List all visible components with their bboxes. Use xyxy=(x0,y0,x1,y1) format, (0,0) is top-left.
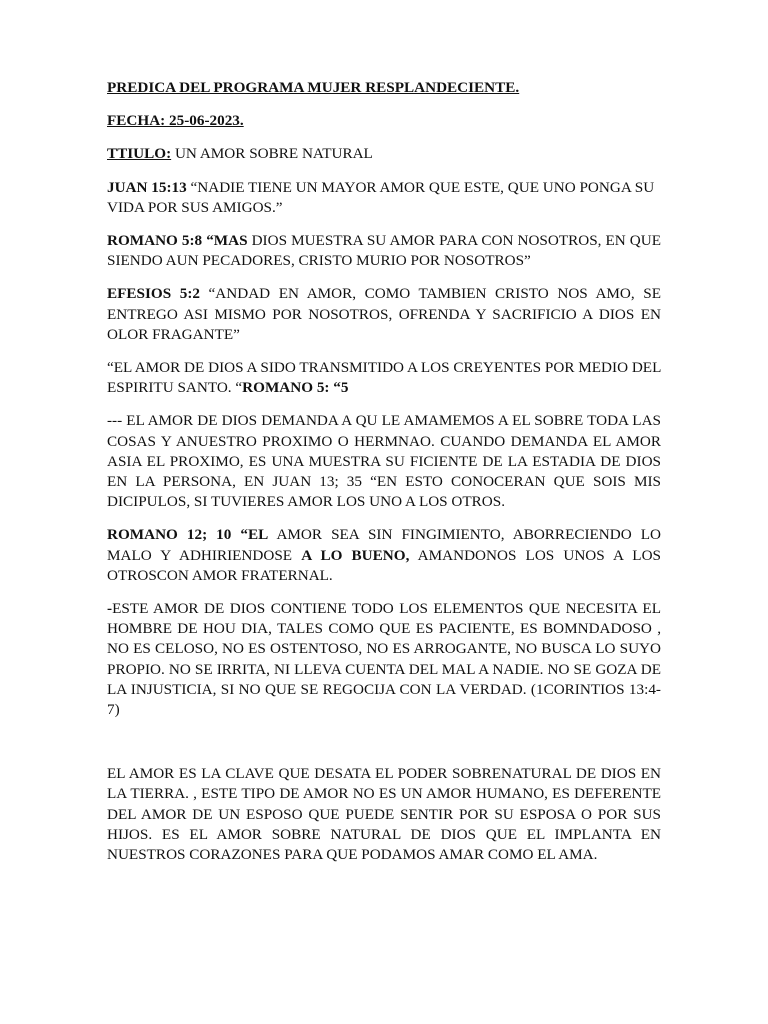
verse-text: “NADIE TIENE UN MAYOR AMOR QUE ESTE, QUE UNO PONGA SU VIDA POR SUS AMIGOS.” xyxy=(107,178,655,216)
document-title-line xyxy=(107,78,661,98)
paragraph-espiritu-santo xyxy=(107,358,661,398)
date-label: FECHA: 25-06-2023. xyxy=(107,112,244,130)
verse-text: “ANDAD EN AMOR, COMO TAMBIEN CRISTO NOS AMO, SE ENTREGO ASI MISMO POR NOSOTROS, OFRENDA Y SACRIFICIO A DIOS EN OLOR FRAGANTE” xyxy=(107,285,661,343)
verse-reference: JUAN 15:13 xyxy=(107,178,187,196)
verse-text: DIOS MUESTRA SU AMOR PARA CON NOSOTROS, EN QUE SIENDO AUN PECADORES, CRISTO MURIO POR NOSOTROS” xyxy=(107,232,662,270)
verse-text: AMOR SEA SIN FINGIMIENTO, ABORRECIENDO LO MALO Y ADHIRIENDOSE xyxy=(107,526,661,564)
paragraph-romano-12-10 xyxy=(107,525,661,586)
document-title: PREDICA DEL PROGRAMA MUJER RESPLANDECIENTE. xyxy=(107,79,520,96)
paragraph-juan-15-13 xyxy=(107,178,661,218)
document-body xyxy=(107,78,661,878)
subject-line xyxy=(107,144,661,164)
paragraph-text: “EL AMOR DE DIOS A SIDO TRANSMITIDO A LOS CREYENTES POR MEDIO DEL ESPIRITU SANTO. “ xyxy=(107,359,661,397)
paragraph-romano-5-8 xyxy=(107,231,661,271)
verse-reference: EFESIOS 5:2 xyxy=(107,285,200,303)
paragraph-text: ESTE AMOR DE DIOS CONTIENE TODO LOS ELEMENTOS QUE NECESITA EL HOMBRE DE HOU DIA, TALES COMO QUE ES PACIENTE, ES BOMNDADOSO , NO ES CELOSO, NO ES OSTENTOSO, NO ES ARROGANTE, NO BUSCA LO SUYO PROPIO. NO SE IRRITA, NI LLEVA CUENTA DEL MAL A NADIE. NO SE GOZA DE LA INJUSTICIA, SI NO QUE SE REGOCIJA CON LA VERDAD. (1CORINTIOS 13:4-7) xyxy=(107,600,661,719)
subject-label: TTIULO: xyxy=(107,145,172,163)
date-line xyxy=(107,111,661,131)
verse-reference: ROMANO 12; 10 “EL xyxy=(107,526,269,544)
verse-text: AMANDONOS LOS UNOS A LOS OTROSCON AMOR FRATERNAL. xyxy=(107,546,661,584)
paragraph-clave xyxy=(107,764,661,865)
paragraph-text: --- EL AMOR DE DIOS DEMANDA A QU LE AMAMEMOS A EL SOBRE TODA LAS COSAS Y ANUESTRO PROXIMO O HERMNAO. CUANDO DEMANDA EL AMOR ASIA EL PROXIMO, ES UNA MUESTRA SU FICIENTE DE LA ESTADIA DE DIOS EN LA PERSONA, EN JUAN 13; 35 “EN ESTO CONOCERAN QUE SOIS MIS DICIPULOS, SI TUVIERES AMOR LOS UNO A LOS OTROS. xyxy=(107,412,661,511)
paragraph-text: EL AMOR ES LA CLAVE QUE DESATA EL PODER SOBRENATURAL DE DIOS EN LA TIERRA. , ESTE TIPO DE AMOR NO ES UN AMOR HUMANO, ES DEFERENTE DEL AMOR DE UN ESPOSO QUE PUEDE SENTIR POR SU ESPOSA O POR SUS HIJOS. ES EL AMOR SOBRE NATURAL DE DIOS QUE EL IMPLANTA EN NUESTROS CORAZONES PARA QUE PODAMOS AMAR COMO EL AMA. xyxy=(107,765,661,864)
verse-reference: ROMANO 5: “5 xyxy=(242,379,349,397)
paragraph-dash: - xyxy=(107,600,113,618)
paragraph-efesios-5-2 xyxy=(107,284,661,345)
subject-text: UN AMOR SOBRE NATURAL xyxy=(171,145,373,163)
verse-emphasis: A LO BUENO, xyxy=(301,546,410,564)
verse-reference: ROMANO 5:8 “MAS xyxy=(107,232,248,250)
paragraph-amor-demanda xyxy=(107,411,661,512)
paragraph-elementos xyxy=(107,599,661,720)
